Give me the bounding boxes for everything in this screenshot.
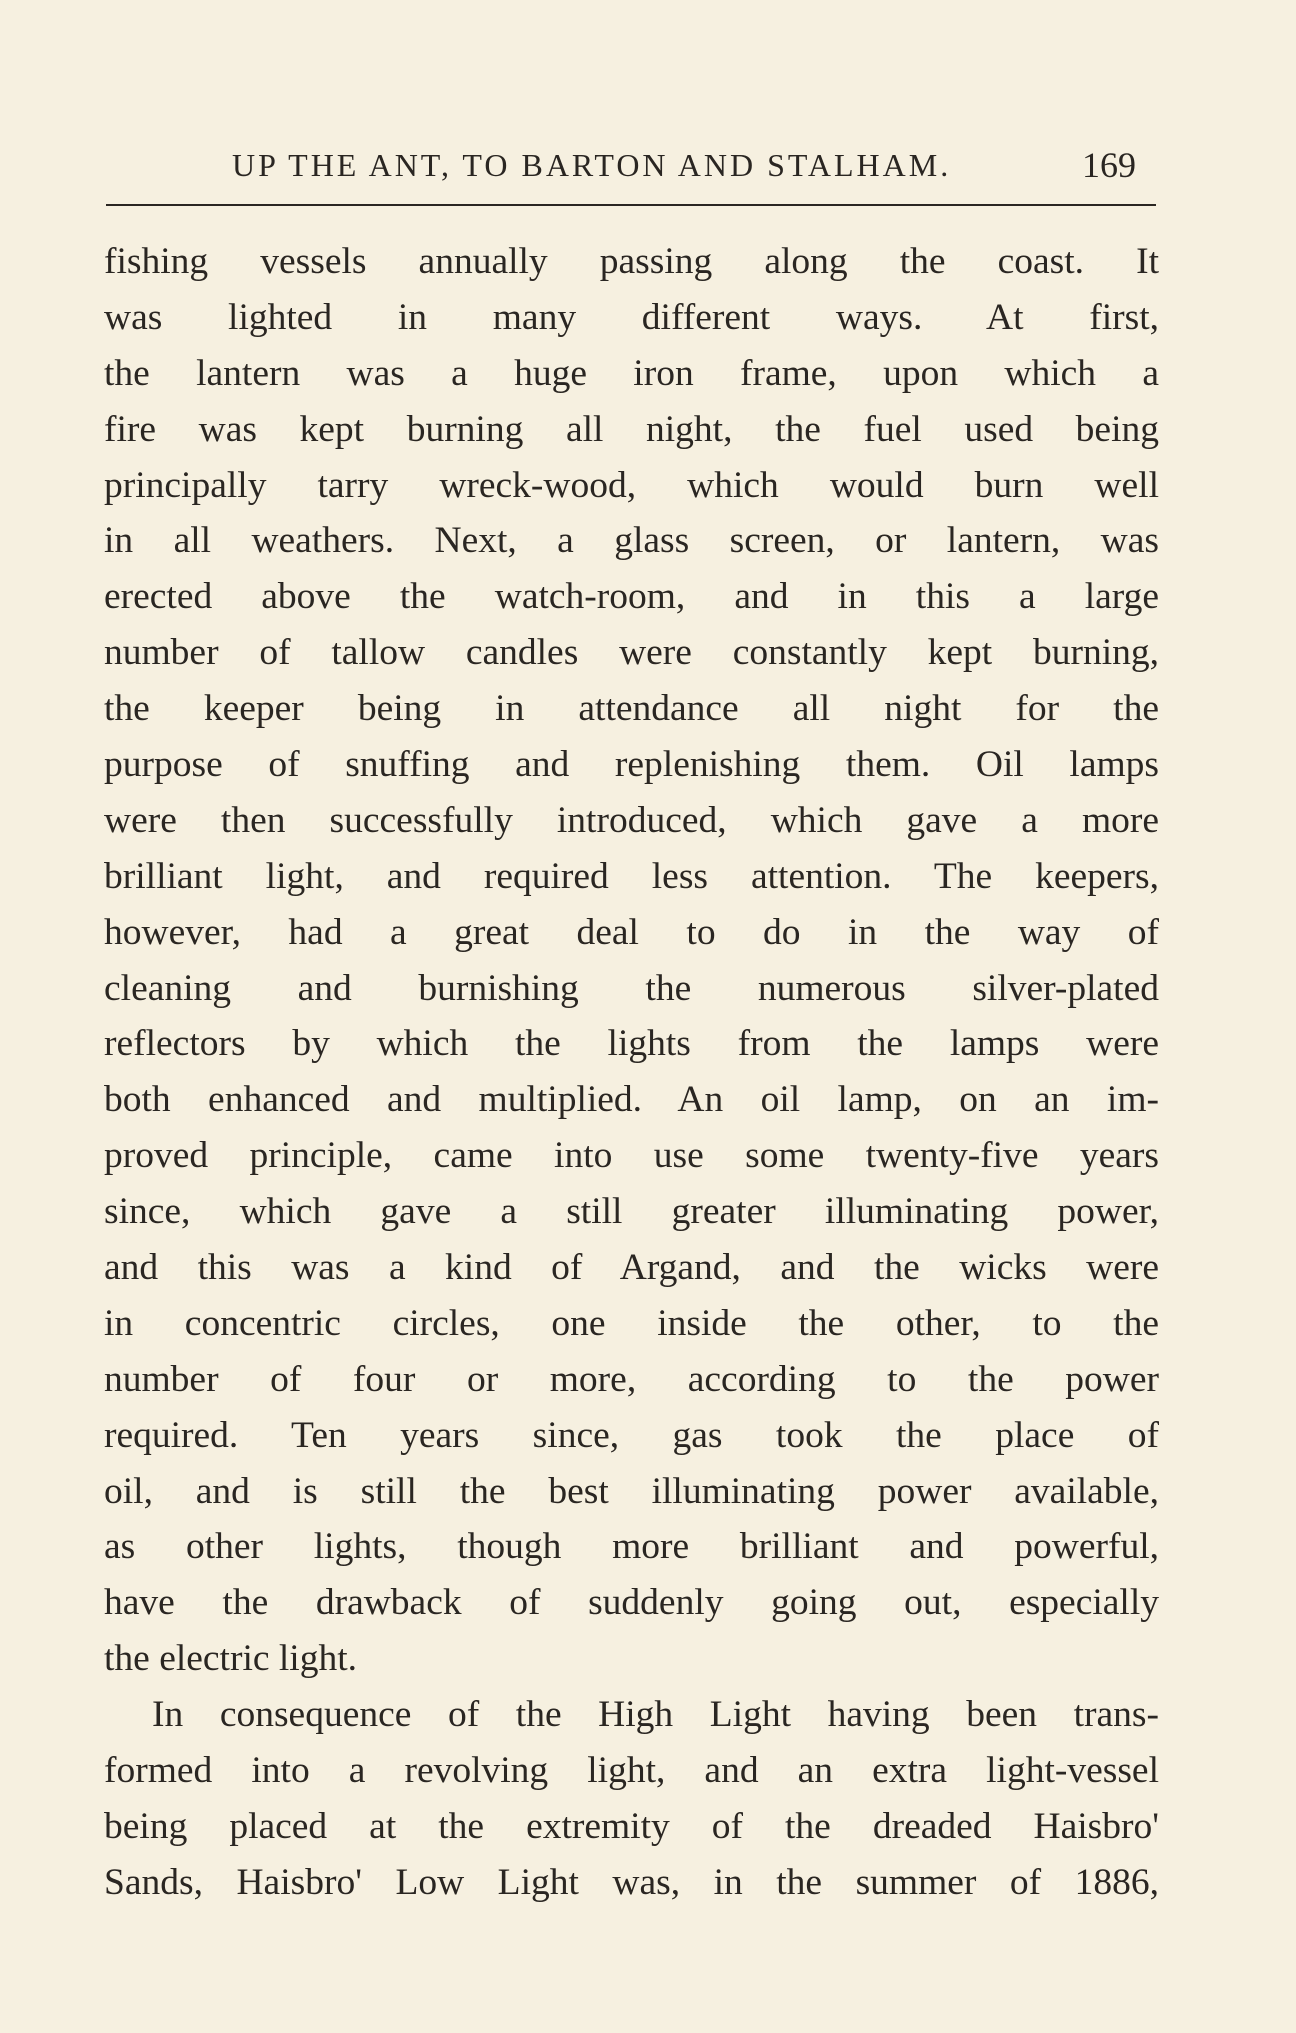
text-line: fire was kept burning all night, the fuel used being <box>104 408 1159 450</box>
text-line: fishing vessels annually passing along the coast. It <box>104 241 1159 282</box>
text-line: in all weathers. Next, a glass screen, or lantern, was <box>104 520 1159 562</box>
paragraph-start-line: In consequence of the High Light having been trans- <box>152 1694 1159 1736</box>
text-line: in concentric circles, one inside the other, to the <box>104 1302 1159 1344</box>
header-rule <box>106 204 1156 206</box>
text-line: formed into a revolving light, and an extra light-vessel <box>104 1750 1159 1792</box>
text-line: reflectors by which the lights from the lamps were <box>104 1023 1159 1065</box>
text-line: principally tarry wreck-wood, which would burn well <box>104 464 1159 506</box>
text-line: brilliant light, and required less attention. The keepers, <box>104 855 1159 897</box>
text-line: purpose of snuffing and replenishing them. Oil lamps <box>104 744 1159 786</box>
body-text <box>104 234 1159 1911</box>
text-line: and this was a kind of Argand, and the wicks were <box>104 1247 1159 1289</box>
text-line: both enhanced and multiplied. An oil lamp, on an im- <box>104 1079 1159 1121</box>
text-line: since, which gave a still greater illuminating power, <box>104 1191 1159 1233</box>
text-line: have the drawback of suddenly going out, especially <box>104 1582 1159 1624</box>
text-line: was lighted in many different ways. At first, <box>104 296 1159 338</box>
text-line: cleaning and burnishing the numerous silver-plated <box>104 967 1159 1009</box>
running-head <box>104 140 1136 190</box>
page-number: 169 <box>1082 145 1136 185</box>
text-line: the lantern was a huge iron frame, upon which a <box>104 352 1159 394</box>
text-line: Sands, Haisbro' Low Light was, in the summer of 1886, <box>104 1861 1159 1903</box>
text-line: proved principle, came into use some twenty-five years <box>104 1135 1159 1177</box>
text-line: the keeper being in attendance all night for the <box>104 688 1159 730</box>
text-line: as other lights, though more brilliant and powerful, <box>104 1526 1159 1568</box>
text-line: oil, and is still the best illuminating power available, <box>104 1470 1159 1512</box>
text-line: required. Ten years since, gas took the place of <box>104 1414 1159 1456</box>
running-title: UP THE ANT, TO BARTON AND STALHAM. <box>232 147 952 183</box>
paragraph-end-line: the electric light. <box>104 1638 358 1680</box>
text-line: being placed at the extremity of the dreaded Haisbro' <box>104 1805 1159 1847</box>
text-line: however, had a great deal to do in the way of <box>104 911 1159 953</box>
text-line: number of tallow candles were constantly kept burning, <box>104 632 1159 674</box>
text-line: erected above the watch-room, and in this a large <box>104 576 1159 618</box>
text-line: were then successfully introduced, which gave a more <box>104 799 1159 841</box>
text-line: number of four or more, according to the power <box>104 1358 1159 1400</box>
